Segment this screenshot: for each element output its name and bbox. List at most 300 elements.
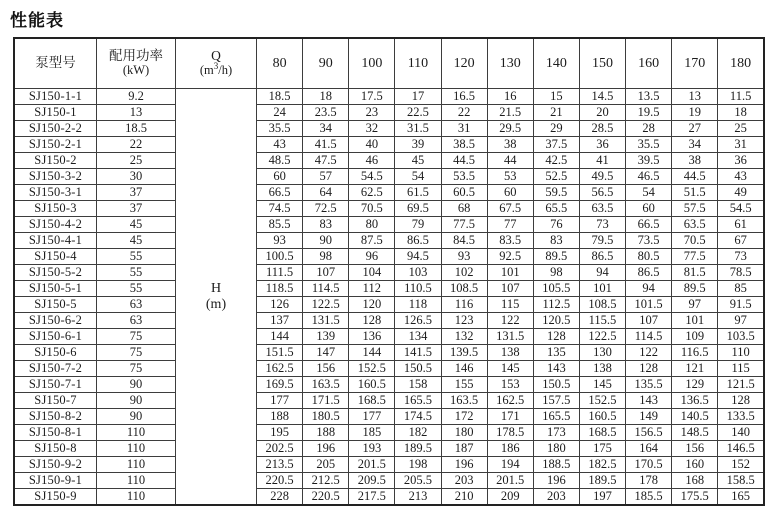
pump-model-cell: SJ150-7-2 [14, 361, 97, 377]
head-value-cell: 80.5 [626, 249, 672, 265]
head-value-cell: 131.5 [303, 313, 349, 329]
head-value-cell: 66.5 [257, 185, 303, 201]
head-value-cell: 138 [579, 361, 625, 377]
head-value-cell: 140.5 [672, 409, 718, 425]
head-value-cell: 138 [487, 345, 533, 361]
head-value-cell: 160.5 [579, 409, 625, 425]
head-value-cell: 22.5 [395, 105, 441, 121]
head-value-cell: 118 [395, 297, 441, 313]
table-row [14, 249, 764, 265]
head-value-cell: 25 [718, 121, 764, 137]
head-value-cell: 19.5 [626, 105, 672, 121]
head-value-cell: 73 [579, 217, 625, 233]
head-value-cell: 67.5 [487, 201, 533, 217]
rated-power-cell: 110 [97, 473, 176, 489]
table-row [14, 105, 764, 121]
table-row [14, 281, 764, 297]
head-value-cell: 122 [626, 345, 672, 361]
head-value-cell: 34 [672, 137, 718, 153]
pump-model-cell: SJ150-6 [14, 345, 97, 361]
head-value-cell: 168 [672, 473, 718, 489]
head-value-cell: 16.5 [441, 89, 487, 105]
head-value-cell: 112.5 [533, 297, 579, 313]
rated-power-cell: 25 [97, 153, 176, 169]
head-value-cell: 163.5 [441, 393, 487, 409]
head-value-cell: 188 [303, 425, 349, 441]
head-value-cell: 39 [395, 137, 441, 153]
table-row [14, 361, 764, 377]
head-value-cell: 18 [303, 89, 349, 105]
rated-power-cell: 90 [97, 377, 176, 393]
pump-model-cell: SJ150-4 [14, 249, 97, 265]
table-row [14, 473, 764, 489]
head-value-cell: 35.5 [257, 121, 303, 137]
flow-rate-unit: $(m^3/h)$ [199, 60, 233, 78]
head-value-cell: 61 [718, 217, 764, 233]
table-row [14, 121, 764, 137]
table-row [14, 217, 764, 233]
head-value-cell: 22 [441, 105, 487, 121]
head-value-cell: 86.5 [579, 249, 625, 265]
head-value-cell: 94 [626, 281, 672, 297]
table-row [14, 89, 764, 105]
head-value-cell: 20 [579, 105, 625, 121]
head-value-cell: 37.5 [533, 137, 579, 153]
head-value-cell: 128 [718, 393, 764, 409]
head-value-cell: 180 [533, 441, 579, 457]
head-value-cell: 145 [579, 377, 625, 393]
head-value-cell: 120.5 [533, 313, 579, 329]
pump-model-cell: SJ150-6-2 [14, 313, 97, 329]
table-row [14, 233, 764, 249]
head-value-cell: 144 [257, 329, 303, 345]
head-value-cell: 64 [303, 185, 349, 201]
head-value-cell: 150.5 [533, 377, 579, 393]
head-value-cell: 35.5 [626, 137, 672, 153]
rated-power-cell: 90 [97, 409, 176, 425]
head-value-cell: 158.5 [718, 473, 764, 489]
head-value-cell: 57.5 [672, 201, 718, 217]
head-value-cell: 174.5 [395, 409, 441, 425]
head-value-cell: 62.5 [349, 185, 395, 201]
head-value-cell: 193 [349, 441, 395, 457]
head-value-cell: 61.5 [395, 185, 441, 201]
col-header-pump-model [14, 38, 97, 89]
table-row [14, 377, 764, 393]
head-value-cell: 60 [487, 185, 533, 201]
head-value-cell: 39.5 [626, 153, 672, 169]
head-value-cell: 29 [533, 121, 579, 137]
head-value-cell: 103 [395, 265, 441, 281]
head-value-cell: 49.5 [579, 169, 625, 185]
table-row [14, 345, 764, 361]
head-value-cell: 162.5 [487, 393, 533, 409]
head-value-cell: 72.5 [303, 201, 349, 217]
pump-model-cell: SJ150-2 [14, 153, 97, 169]
head-value-cell: 68 [441, 201, 487, 217]
head-value-cell: 169.5 [257, 377, 303, 393]
head-value-cell: 77 [487, 217, 533, 233]
head-value-cell: 152.5 [349, 361, 395, 377]
head-value-cell: 69.5 [395, 201, 441, 217]
head-value-cell: 54.5 [718, 201, 764, 217]
head-value-cell: 11.5 [718, 89, 764, 105]
head-value-cell: 178 [626, 473, 672, 489]
rated-power-cell: 30 [97, 169, 176, 185]
head-value-cell: 146.5 [718, 441, 764, 457]
pump-model-cell: SJ150-3-2 [14, 169, 97, 185]
head-value-cell: 56.5 [579, 185, 625, 201]
pump-model-cell: SJ150-8 [14, 441, 97, 457]
head-value-cell: 107 [487, 281, 533, 297]
head-value-cell: 78.5 [718, 265, 764, 281]
head-value-cell: 13 [672, 89, 718, 105]
col-header-flow-130: 130 [487, 38, 533, 89]
head-value-cell: 40 [349, 137, 395, 153]
head-value-cell: 108.5 [579, 297, 625, 313]
rated-power-cell: 75 [97, 329, 176, 345]
head-value-cell: 98 [303, 249, 349, 265]
head-value-cell: 148.5 [672, 425, 718, 441]
table-header [14, 38, 764, 89]
head-value-cell: 34 [303, 121, 349, 137]
rated-power-cell: 9.2 [97, 89, 176, 105]
col-header-flow-rate [176, 38, 257, 89]
rated-power-cell: 110 [97, 425, 176, 441]
head-value-cell: 86.5 [395, 233, 441, 249]
rated-power-label: 配用功率 [109, 48, 163, 64]
head-value-cell: 137 [257, 313, 303, 329]
rated-power-unit: (kW) [122, 63, 150, 78]
head-value-cell: 195 [257, 425, 303, 441]
head-value-cell: 67 [718, 233, 764, 249]
head-value-cell: 13.5 [626, 89, 672, 105]
head-value-cell: 114.5 [626, 329, 672, 345]
pump-model-cell: SJ150-4-2 [14, 217, 97, 233]
head-value-cell: 217.5 [349, 489, 395, 506]
pump-model-cell: SJ150-6-1 [14, 329, 97, 345]
head-value-cell: 107 [626, 313, 672, 329]
head-value-cell: 182 [395, 425, 441, 441]
head-value-cell: 157.5 [533, 393, 579, 409]
flow-rate-label: Q [211, 48, 221, 64]
head-value-cell: 23.5 [303, 105, 349, 121]
head-value-cell: 57 [303, 169, 349, 185]
head-value-cell: 168.5 [579, 425, 625, 441]
head-value-cell: 114.5 [303, 281, 349, 297]
head-value-cell: 131.5 [487, 329, 533, 345]
head-value-cell: 38 [672, 153, 718, 169]
head-value-cell: 21 [533, 105, 579, 121]
head-value-cell: 185.5 [626, 489, 672, 506]
head-value-cell: 18.5 [257, 89, 303, 105]
head-value-cell: 165 [718, 489, 764, 506]
head-value-cell: 63.5 [672, 217, 718, 233]
rated-power-cell: 37 [97, 185, 176, 201]
rated-power-cell: 110 [97, 489, 176, 506]
col-header-flow-110: 110 [395, 38, 441, 89]
head-value-cell: 83 [303, 217, 349, 233]
head-label: H [210, 281, 222, 297]
head-value-cell: 202.5 [257, 441, 303, 457]
head-value-cell: 44.5 [441, 153, 487, 169]
head-value-cell: 59.5 [533, 185, 579, 201]
table-row [14, 297, 764, 313]
head-value-cell: 115.5 [579, 313, 625, 329]
head-value-cell: 38 [487, 137, 533, 153]
head-value-cell: 153 [487, 377, 533, 393]
pump-model-cell: SJ150-8-2 [14, 409, 97, 425]
head-value-cell: 196 [303, 441, 349, 457]
head-value-cell: 128 [533, 329, 579, 345]
head-value-cell: 139.5 [441, 345, 487, 361]
pump-model-label: 泵型号 [35, 55, 76, 71]
head-value-cell: 120 [349, 297, 395, 313]
head-value-cell: 194 [487, 457, 533, 473]
head-value-cell: 60 [626, 201, 672, 217]
head-value-cell: 86.5 [626, 265, 672, 281]
head-value-cell: 228 [257, 489, 303, 506]
head-value-cell: 205.5 [395, 473, 441, 489]
table-row [14, 409, 764, 425]
rated-power-cell: 45 [97, 233, 176, 249]
head-value-cell: 23 [349, 105, 395, 121]
head-value-cell: 213.5 [257, 457, 303, 473]
head-value-cell: 101 [672, 313, 718, 329]
page-title: 性能表 [10, 11, 64, 30]
head-value-cell: 31 [441, 121, 487, 137]
head-value-cell: 126 [257, 297, 303, 313]
table-row [14, 489, 764, 506]
head-value-cell: 152.5 [579, 393, 625, 409]
rated-power-cell: 45 [97, 217, 176, 233]
head-value-cell: 85 [718, 281, 764, 297]
head-value-cell: 196 [441, 457, 487, 473]
table-row [14, 313, 764, 329]
head-value-cell: 96 [349, 249, 395, 265]
col-header-flow-150: 150 [579, 38, 625, 89]
table-row [14, 169, 764, 185]
rated-power-cell: 63 [97, 313, 176, 329]
head-value-cell: 85.5 [257, 217, 303, 233]
head-value-cell: 70.5 [349, 201, 395, 217]
table-row [14, 457, 764, 473]
head-value-cell: 209.5 [349, 473, 395, 489]
col-header-flow-90: 90 [303, 38, 349, 89]
pump-model-cell: SJ150-8-1 [14, 425, 97, 441]
head-value-cell: 186 [487, 441, 533, 457]
head-value-cell: 177 [349, 409, 395, 425]
head-value-cell: 133.5 [718, 409, 764, 425]
head-value-cell: 97 [672, 297, 718, 313]
head-value-cell: 73 [718, 249, 764, 265]
head-value-cell: 220.5 [257, 473, 303, 489]
head-value-cell: 101 [487, 265, 533, 281]
head-value-cell: 213 [395, 489, 441, 506]
head-value-cell: 44 [487, 153, 533, 169]
head-value-cell: 136.5 [672, 393, 718, 409]
head-value-cell: 123 [441, 313, 487, 329]
head-value-cell: 98 [533, 265, 579, 281]
head-value-cell: 118.5 [257, 281, 303, 297]
pump-model-cell: SJ150-4-1 [14, 233, 97, 249]
head-value-cell: 109 [672, 329, 718, 345]
head-value-cell: 42.5 [533, 153, 579, 169]
head-value-cell: 54 [626, 185, 672, 201]
head-value-cell: 205 [303, 457, 349, 473]
head-value-cell: 149 [626, 409, 672, 425]
head-value-cell: 163.5 [303, 377, 349, 393]
head-value-cell: 65.5 [533, 201, 579, 217]
table-row [14, 441, 764, 457]
head-value-cell: 128 [349, 313, 395, 329]
head-value-cell: 27 [672, 121, 718, 137]
head-value-cell: 14.5 [579, 89, 625, 105]
head-value-cell: 87.5 [349, 233, 395, 249]
head-value-cell: 111.5 [257, 265, 303, 281]
rated-power-cell: 90 [97, 393, 176, 409]
pump-model-cell: SJ150-1-1 [14, 89, 97, 105]
head-value-cell: 15 [533, 89, 579, 105]
header-row [14, 38, 764, 89]
table-row [14, 137, 764, 153]
head-value-cell: 104 [349, 265, 395, 281]
head-value-cell: 92.5 [487, 249, 533, 265]
head-value-cell: 63.5 [579, 201, 625, 217]
head-value-cell: 122.5 [303, 297, 349, 313]
head-value-cell: 80 [349, 217, 395, 233]
head-value-cell: 41.5 [303, 137, 349, 153]
head-value-cell: 177 [257, 393, 303, 409]
col-header-flow-120: 120 [441, 38, 487, 89]
rated-power-cell: 37 [97, 201, 176, 217]
head-value-cell: 188.5 [533, 457, 579, 473]
head-value-cell: 81.5 [672, 265, 718, 281]
head-value-cell: 44.5 [672, 169, 718, 185]
table-row [14, 329, 764, 345]
pump-model-cell: SJ150-9 [14, 489, 97, 506]
head-value-cell: 160 [672, 457, 718, 473]
head-value-cell: 101 [579, 281, 625, 297]
table-row [14, 153, 764, 169]
head-value-cell: 54 [395, 169, 441, 185]
head-value-cell: 152 [718, 457, 764, 473]
head-value-cell: 141.5 [395, 345, 441, 361]
table-row [14, 265, 764, 281]
head-value-cell: 122 [487, 313, 533, 329]
head-value-cell: 47.5 [303, 153, 349, 169]
table-row [14, 393, 764, 409]
head-value-cell: 17 [395, 89, 441, 105]
head-value-cell: 196 [533, 473, 579, 489]
pump-model-cell: SJ150-5 [14, 297, 97, 313]
head-value-cell: 110.5 [395, 281, 441, 297]
head-value-cell: 198 [395, 457, 441, 473]
pump-model-cell: SJ150-9-2 [14, 457, 97, 473]
head-value-cell: 46 [349, 153, 395, 169]
head-value-cell: 116.5 [672, 345, 718, 361]
head-value-cell: 156 [303, 361, 349, 377]
head-value-cell: 66.5 [626, 217, 672, 233]
head-value-cell: 89.5 [533, 249, 579, 265]
head-value-cell: 17.5 [349, 89, 395, 105]
head-value-cell: 143 [533, 361, 579, 377]
head-value-cell: 151.5 [257, 345, 303, 361]
head-value-cell: 128 [626, 361, 672, 377]
head-value-cell: 197 [579, 489, 625, 506]
head-value-cell: 79 [395, 217, 441, 233]
head-value-cell: 28.5 [579, 121, 625, 137]
head-value-cell: 36 [718, 153, 764, 169]
head-value-cell: 201.5 [487, 473, 533, 489]
col-header-flow-100: 100 [349, 38, 395, 89]
head-merged-cell [176, 89, 257, 506]
head-value-cell: 77.5 [441, 217, 487, 233]
head-value-cell: 107 [303, 265, 349, 281]
head-value-cell: 41 [579, 153, 625, 169]
head-value-cell: 121.5 [718, 377, 764, 393]
head-value-cell: 168.5 [349, 393, 395, 409]
rated-power-cell: 75 [97, 361, 176, 377]
head-value-cell: 94 [579, 265, 625, 281]
rated-power-cell: 55 [97, 265, 176, 281]
head-value-cell: 16 [487, 89, 533, 105]
pump-model-cell: SJ150-7 [14, 393, 97, 409]
col-header-flow-80: 80 [257, 38, 303, 89]
pump-model-cell: SJ150-9-1 [14, 473, 97, 489]
head-value-cell: 145 [487, 361, 533, 377]
head-value-cell: 203 [533, 489, 579, 506]
rated-power-cell: 110 [97, 441, 176, 457]
rated-power-cell: 55 [97, 249, 176, 265]
head-value-cell: 188 [257, 409, 303, 425]
head-value-cell: 112 [349, 281, 395, 297]
rated-power-cell: 63 [97, 297, 176, 313]
head-value-cell: 100.5 [257, 249, 303, 265]
head-value-cell: 132 [441, 329, 487, 345]
rated-power-cell: 55 [97, 281, 176, 297]
head-value-cell: 162.5 [257, 361, 303, 377]
head-value-cell: 77.5 [672, 249, 718, 265]
head-value-cell: 94.5 [395, 249, 441, 265]
head-value-cell: 173 [533, 425, 579, 441]
head-value-cell: 93 [441, 249, 487, 265]
col-header-flow-140: 140 [533, 38, 579, 89]
head-value-cell: 122.5 [579, 329, 625, 345]
head-value-cell: 48.5 [257, 153, 303, 169]
col-header-rated-power [97, 38, 176, 89]
performance-table [13, 37, 765, 506]
head-value-cell: 90 [303, 233, 349, 249]
rated-power-cell: 13 [97, 105, 176, 121]
head-value-cell: 220.5 [303, 489, 349, 506]
head-value-cell: 201.5 [349, 457, 395, 473]
head-value-cell: 52.5 [533, 169, 579, 185]
head-value-cell: 45 [395, 153, 441, 169]
head-value-cell: 156.5 [626, 425, 672, 441]
head-unit: (m) [205, 296, 227, 312]
head-value-cell: 136 [349, 329, 395, 345]
head-value-cell: 180.5 [303, 409, 349, 425]
head-value-cell: 155 [441, 377, 487, 393]
head-value-cell: 175 [579, 441, 625, 457]
head-value-cell: 93 [257, 233, 303, 249]
head-value-cell: 70.5 [672, 233, 718, 249]
pump-model-cell: SJ150-7-1 [14, 377, 97, 393]
table-row [14, 425, 764, 441]
head-value-cell: 189.5 [579, 473, 625, 489]
head-value-cell: 135 [533, 345, 579, 361]
